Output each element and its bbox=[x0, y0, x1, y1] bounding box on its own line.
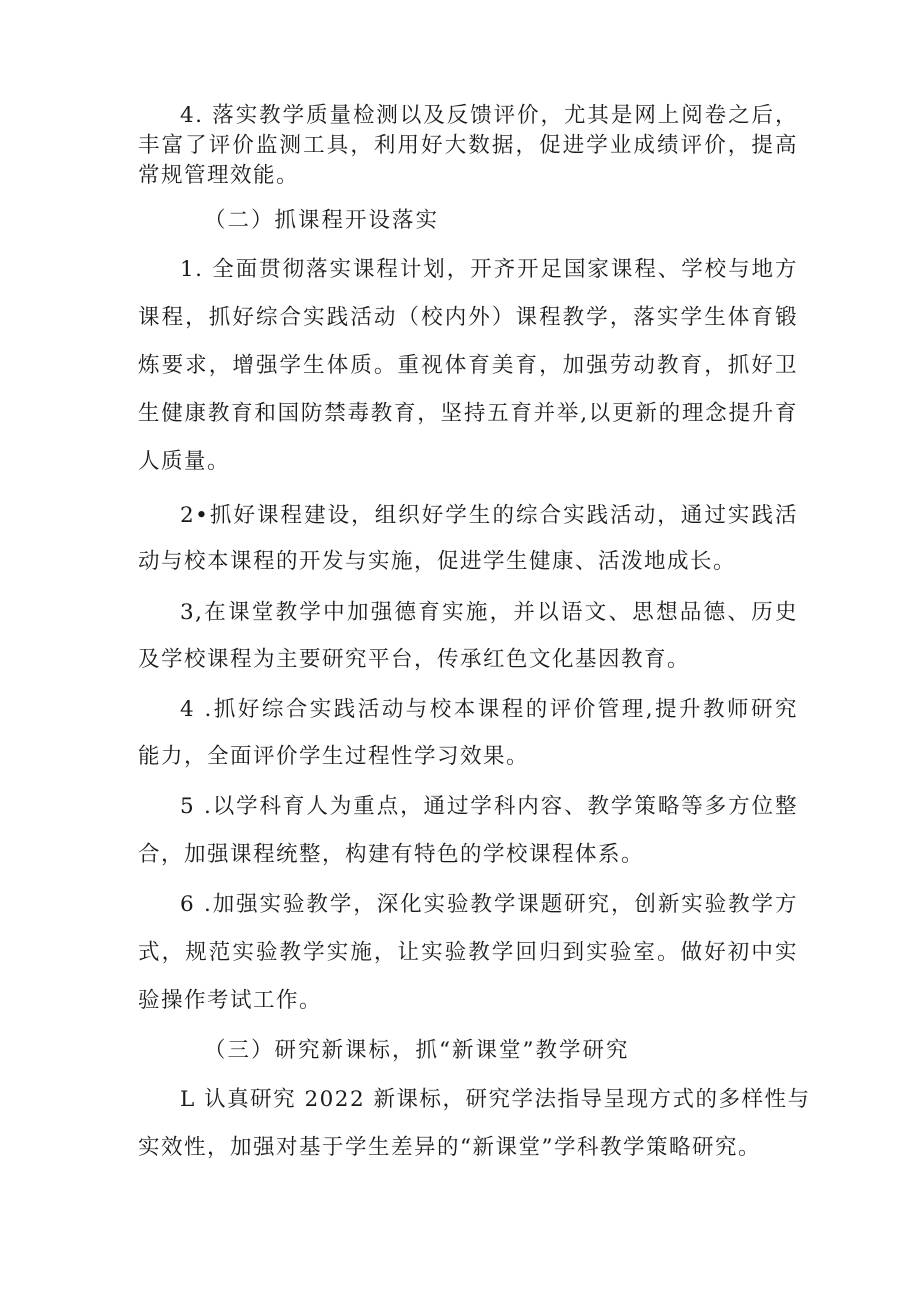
section-heading-3: （三）研究新课标，抓“新课堂”教学研究 bbox=[204, 1038, 630, 1063]
paragraph-line: 3,在课堂教学中加强德育实施，并以语文、思想品德、历史 bbox=[180, 600, 798, 625]
paragraph-line: 能力，全面评价学生过程性学习效果。 bbox=[138, 744, 530, 769]
paragraph-line: 丰富了评价监测工具，利用好大数据，促进学业成绩评价，提高 bbox=[138, 133, 798, 158]
paragraph-line: 炼要求，增强学生体质。重视体育美育，加强劳动教育，抓好卫 bbox=[138, 353, 798, 378]
paragraph-line: 5 .以学科育人为重点，通过学科内容、教学策略等多方位整 bbox=[180, 794, 798, 819]
paragraph-line: 式，规范实验教学实施，让实验教学回归到实验室。做好初中实 bbox=[138, 940, 798, 965]
paragraph-line: 课程，抓好综合实践活动（校内外）课程教学，落实学生体育锻 bbox=[138, 305, 798, 330]
paragraph-line: 验操作考试工作。 bbox=[138, 988, 323, 1013]
paragraph-line: 1. 全面贯彻落实课程计划，开齐开足国家课程、学校与地方 bbox=[180, 257, 798, 282]
paragraph-line: 2•抓好课程建设，组织好学生的综合实践活动，通过实践活 bbox=[180, 503, 798, 528]
paragraph-line: 人质量。 bbox=[138, 449, 231, 474]
paragraph-line: 动与校本课程的开发与实施，促进学生健康、活泼地成长。 bbox=[138, 549, 737, 574]
paragraph-line: 合，加强课程统整，构建有特色的学校课程体系。 bbox=[138, 842, 645, 867]
paragraph-line: L 认真研究 2022 新课标，研究学法指导呈现方式的多样性与 bbox=[180, 1087, 811, 1112]
paragraph-line: 常规管理效能。 bbox=[138, 163, 300, 188]
paragraph-line: 实效性，加强对基于学生差异的“新课堂”学科教学策略研究。 bbox=[138, 1135, 761, 1160]
section-heading-2: （二）抓课程开设落实 bbox=[204, 208, 440, 233]
paragraph-line: 4 .抓好综合实践活动与校本课程的评价管理,提升教师研究 bbox=[180, 697, 798, 722]
paragraph-line: 及学校课程为主要研究平台，传承红色文化基因教育。 bbox=[138, 647, 691, 672]
paragraph-line: 生健康教育和国防禁毒教育，坚持五育并举,以更新的理念提升育 bbox=[138, 401, 798, 426]
paragraph-line: 6 .加强实验教学，深化实验教学课题研究，创新实验教学方 bbox=[180, 892, 798, 917]
paragraph-line: 4. 落实教学质量检测以及反馈评价，尤其是网上阅卷之后， bbox=[180, 103, 798, 128]
